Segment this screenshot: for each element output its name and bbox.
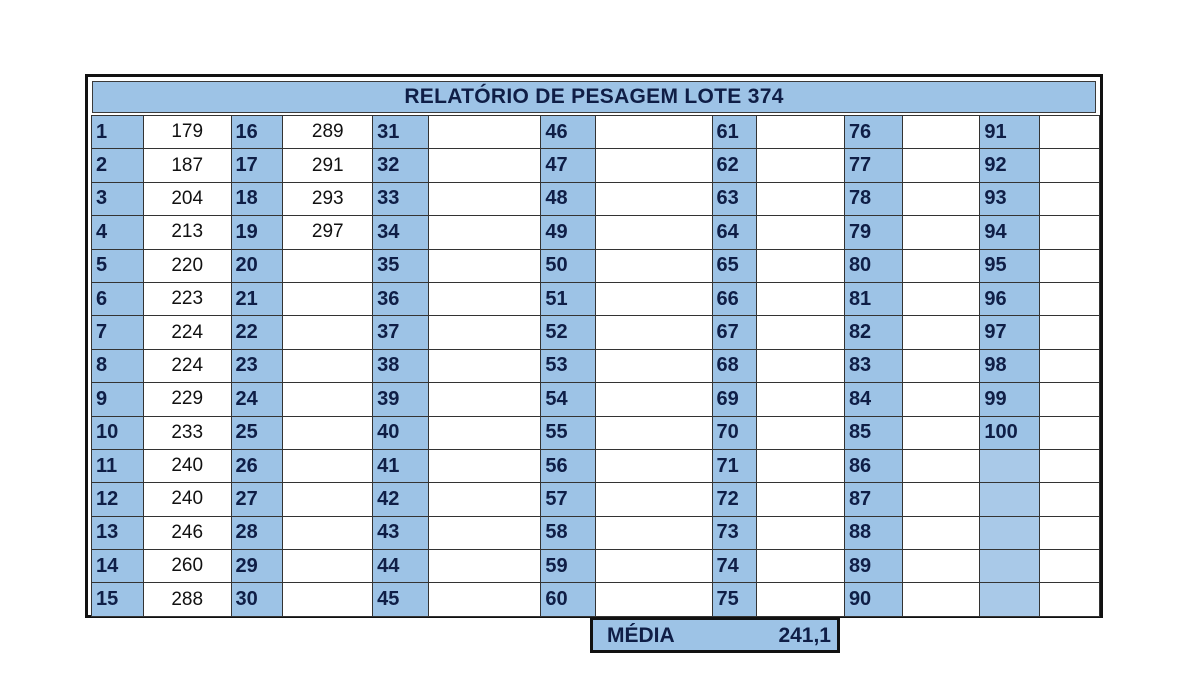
animal-number-cell: 62 [712,149,757,182]
weight-cell: 293 [283,182,373,215]
animal-number-cell: 49 [541,216,596,249]
animal-number-cell: 33 [373,182,429,215]
animal-number-cell: 1 [92,116,144,149]
weight-cell: 213 [143,216,231,249]
animal-number-cell: 94 [980,216,1040,249]
animal-number-cell: 100 [980,416,1040,449]
weight-cell: 291 [283,149,373,182]
weight-cell [596,349,712,382]
weight-cell [283,516,373,549]
weight-cell [596,216,712,249]
weight-cell [757,449,845,482]
animal-number-cell: 88 [844,516,902,549]
weight-cell: 240 [143,483,231,516]
weight-cell [283,449,373,482]
animal-number-cell: 60 [541,583,596,616]
weight-cell: 288 [143,583,231,616]
table-row [92,583,1100,616]
animal-number-cell: 42 [373,483,429,516]
animal-number-cell [980,583,1040,616]
animal-number-cell: 56 [541,449,596,482]
animal-number-cell [980,483,1040,516]
weight-cell [428,516,540,549]
weight-cell [1040,583,1100,616]
weight-cell: 223 [143,282,231,315]
animal-number-cell: 54 [541,383,596,416]
weight-cell: 220 [143,249,231,282]
animal-number-cell: 51 [541,282,596,315]
animal-number-cell: 12 [92,483,144,516]
animal-number-cell: 26 [231,449,283,482]
animal-number-cell: 35 [373,249,429,282]
animal-number-cell: 59 [541,550,596,583]
weight-cell [757,383,845,416]
animal-number-cell: 81 [844,282,902,315]
animal-number-cell: 50 [541,249,596,282]
weight-cell [902,249,980,282]
weight-cell: 224 [143,316,231,349]
weight-cell [902,282,980,315]
weight-cell [1040,550,1100,583]
animal-number-cell: 83 [844,349,902,382]
animal-number-cell: 4 [92,216,144,249]
animal-number-cell: 65 [712,249,757,282]
weight-cell [1040,149,1100,182]
animal-number-cell: 84 [844,383,902,416]
animal-number-cell: 46 [541,116,596,149]
animal-number-cell: 43 [373,516,429,549]
weight-cell [902,383,980,416]
weight-cell [428,583,540,616]
animal-number-cell: 28 [231,516,283,549]
animal-number-cell: 8 [92,349,144,382]
animal-number-cell: 27 [231,483,283,516]
animal-number-cell: 31 [373,116,429,149]
animal-number-cell: 48 [541,182,596,215]
weight-cell [428,550,540,583]
weight-cell [1040,483,1100,516]
animal-number-cell: 91 [980,116,1040,149]
average-label: MÉDIA [607,624,675,647]
average-value: 241,1 [778,624,831,647]
weight-cell: 240 [143,449,231,482]
animal-number-cell: 40 [373,416,429,449]
weight-cell [757,550,845,583]
weight-cell [428,149,540,182]
animal-number-cell: 36 [373,282,429,315]
weight-cell [596,316,712,349]
animal-number-cell: 66 [712,282,757,315]
weight-cell [902,116,980,149]
weight-cell [596,149,712,182]
animal-number-cell: 22 [231,316,283,349]
animal-number-cell: 9 [92,383,144,416]
animal-number-cell: 92 [980,149,1040,182]
table-row [92,216,1100,249]
weight-cell [1040,116,1100,149]
weight-cell: 187 [143,149,231,182]
weight-cell [596,249,712,282]
animal-number-cell: 68 [712,349,757,382]
weight-cell [596,116,712,149]
weight-cell [428,416,540,449]
weight-cell [757,182,845,215]
animal-number-cell: 85 [844,416,902,449]
weight-cell [1040,349,1100,382]
weight-cell [1040,449,1100,482]
animal-number-cell: 3 [92,182,144,215]
weight-cell [283,282,373,315]
weight-cell: 204 [143,182,231,215]
animal-number-cell: 55 [541,416,596,449]
animal-number-cell: 34 [373,216,429,249]
table-row [92,182,1100,215]
weight-cell [757,483,845,516]
weight-cell [283,316,373,349]
animal-number-cell: 95 [980,249,1040,282]
weight-cell [1040,316,1100,349]
animal-number-cell: 19 [231,216,283,249]
animal-number-cell: 5 [92,249,144,282]
weight-cell [902,483,980,516]
animal-number-cell: 30 [231,583,283,616]
table-row [92,116,1100,149]
weight-cell [1040,282,1100,315]
animal-number-cell: 90 [844,583,902,616]
weight-cell [902,316,980,349]
weight-cell [1040,383,1100,416]
animal-number-cell: 32 [373,149,429,182]
animal-number-cell: 10 [92,416,144,449]
animal-number-cell: 44 [373,550,429,583]
table-row [92,483,1100,516]
weight-cell [757,282,845,315]
table-row [92,349,1100,382]
table-row [92,316,1100,349]
weighing-table-body [92,116,1100,617]
animal-number-cell: 23 [231,349,283,382]
weight-cell [283,383,373,416]
weight-cell [428,316,540,349]
table-row [92,149,1100,182]
animal-number-cell: 29 [231,550,283,583]
animal-number-cell: 58 [541,516,596,549]
weighing-table [91,115,1100,617]
weight-cell [283,249,373,282]
weight-cell [596,282,712,315]
animal-number-cell: 98 [980,349,1040,382]
animal-number-cell: 39 [373,383,429,416]
animal-number-cell: 70 [712,416,757,449]
animal-number-cell: 89 [844,550,902,583]
weight-cell [757,249,845,282]
animal-number-cell: 52 [541,316,596,349]
weight-cell [902,182,980,215]
weight-cell [596,383,712,416]
weight-cell: 229 [143,383,231,416]
animal-number-cell: 41 [373,449,429,482]
table-row [92,383,1100,416]
animal-number-cell: 67 [712,316,757,349]
weight-cell [428,282,540,315]
animal-number-cell: 96 [980,282,1040,315]
weight-cell [428,249,540,282]
weight-cell [902,216,980,249]
weight-cell [757,583,845,616]
weight-cell [1040,416,1100,449]
weight-cell [757,116,845,149]
animal-number-cell: 14 [92,550,144,583]
weight-cell [757,416,845,449]
weight-cell [596,583,712,616]
weight-cell [596,416,712,449]
animal-number-cell: 6 [92,282,144,315]
weight-cell [1040,216,1100,249]
weight-cell [1040,516,1100,549]
animal-number-cell: 75 [712,583,757,616]
weight-cell [428,383,540,416]
weight-cell [596,449,712,482]
animal-number-cell: 79 [844,216,902,249]
table-row [92,550,1100,583]
animal-number-cell: 86 [844,449,902,482]
weight-cell [757,216,845,249]
weight-cell [283,550,373,583]
animal-number-cell: 16 [231,116,283,149]
animal-number-cell: 7 [92,316,144,349]
animal-number-cell: 82 [844,316,902,349]
weight-cell [428,182,540,215]
animal-number-cell [980,449,1040,482]
weight-cell [596,182,712,215]
table-row [92,282,1100,315]
animal-number-cell: 18 [231,182,283,215]
weight-cell [283,583,373,616]
animal-number-cell: 37 [373,316,429,349]
weight-cell: 289 [283,116,373,149]
animal-number-cell: 73 [712,516,757,549]
animal-number-cell: 71 [712,449,757,482]
weight-cell [428,349,540,382]
weight-cell [902,516,980,549]
weighing-report [85,74,1103,618]
average-box [590,617,840,653]
animal-number-cell: 20 [231,249,283,282]
animal-number-cell: 77 [844,149,902,182]
animal-number-cell: 76 [844,116,902,149]
animal-number-cell: 13 [92,516,144,549]
weight-cell [1040,182,1100,215]
table-row [92,516,1100,549]
weight-cell [283,483,373,516]
animal-number-cell: 47 [541,149,596,182]
animal-number-cell: 64 [712,216,757,249]
weight-cell [902,349,980,382]
weight-cell [757,349,845,382]
animal-number-cell: 11 [92,449,144,482]
animal-number-cell: 78 [844,182,902,215]
animal-number-cell: 2 [92,149,144,182]
animal-number-cell: 17 [231,149,283,182]
weight-cell [902,449,980,482]
weight-cell [428,116,540,149]
animal-number-cell: 25 [231,416,283,449]
weight-cell [596,516,712,549]
animal-number-cell: 72 [712,483,757,516]
weight-cell [283,416,373,449]
animal-number-cell: 93 [980,182,1040,215]
weight-cell [428,483,540,516]
animal-number-cell: 53 [541,349,596,382]
animal-number-cell: 87 [844,483,902,516]
table-row [92,416,1100,449]
weight-cell [428,449,540,482]
animal-number-cell: 74 [712,550,757,583]
animal-number-cell: 99 [980,383,1040,416]
animal-number-cell: 69 [712,383,757,416]
weight-cell [902,583,980,616]
table-row [92,249,1100,282]
weight-cell [596,483,712,516]
animal-number-cell: 15 [92,583,144,616]
weight-cell [902,149,980,182]
weight-cell [757,316,845,349]
weight-cell [428,216,540,249]
weight-cell [757,516,845,549]
weight-cell [1040,249,1100,282]
weight-cell [902,416,980,449]
animal-number-cell: 24 [231,383,283,416]
weight-cell: 179 [143,116,231,149]
animal-number-cell: 97 [980,316,1040,349]
animal-number-cell: 45 [373,583,429,616]
weight-cell [283,349,373,382]
weight-cell [902,550,980,583]
animal-number-cell: 38 [373,349,429,382]
weight-cell: 297 [283,216,373,249]
animal-number-cell [980,516,1040,549]
table-row [92,449,1100,482]
report-title: RELATÓRIO DE PESAGEM LOTE 374 [92,81,1096,113]
animal-number-cell [980,550,1040,583]
weight-cell: 224 [143,349,231,382]
animal-number-cell: 80 [844,249,902,282]
weight-cell: 260 [143,550,231,583]
animal-number-cell: 57 [541,483,596,516]
weight-cell [757,149,845,182]
weight-cell: 246 [143,516,231,549]
animal-number-cell: 63 [712,182,757,215]
weight-cell [596,550,712,583]
animal-number-cell: 21 [231,282,283,315]
weight-cell: 233 [143,416,231,449]
animal-number-cell: 61 [712,116,757,149]
